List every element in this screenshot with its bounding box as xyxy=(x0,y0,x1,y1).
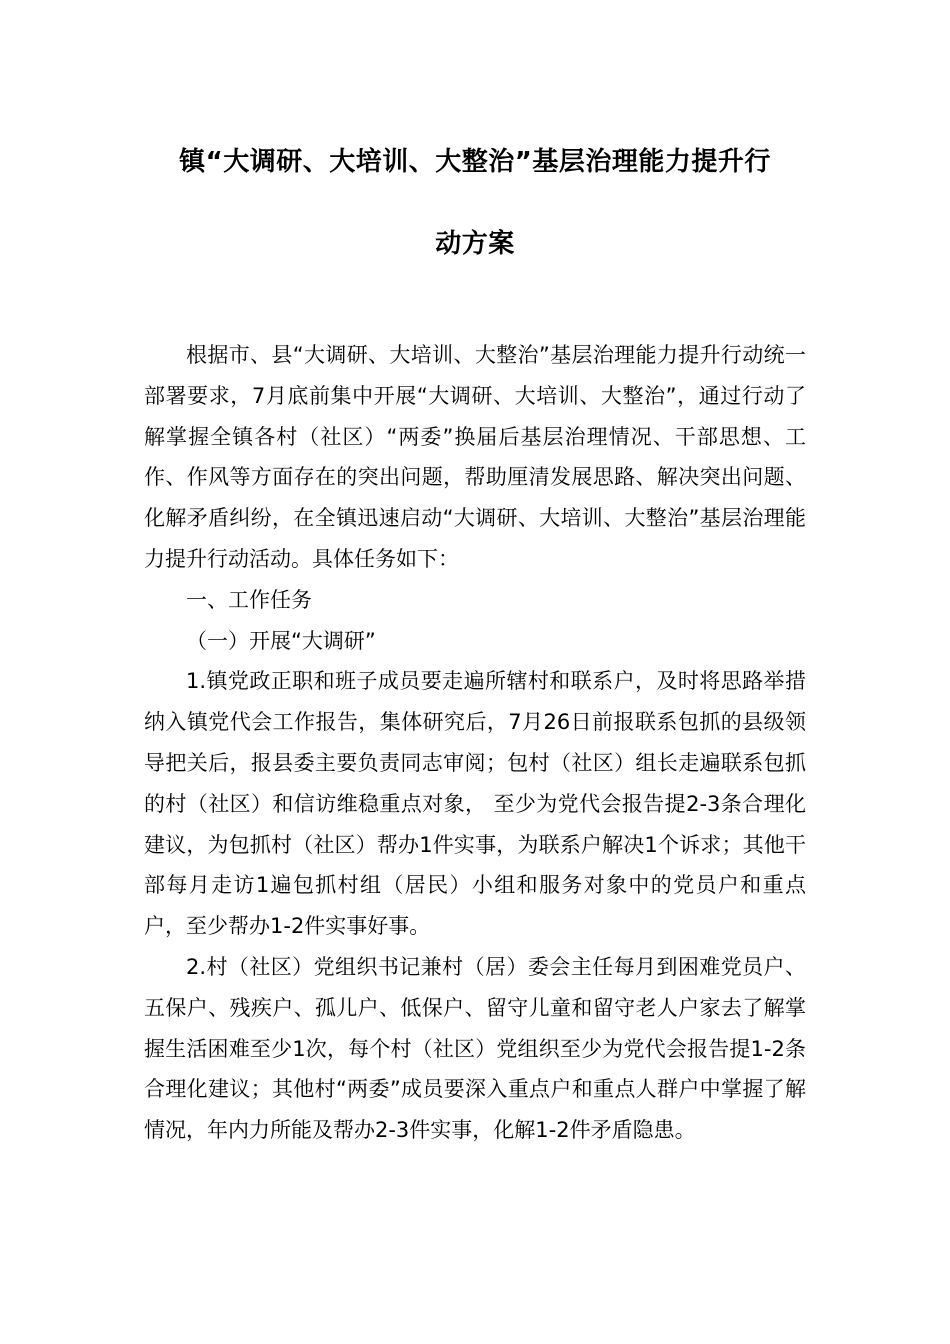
paragraph-item-1: 1.镇党政正职和班子成员要走遍所辖村和联系户，及时将思路举措纳入镇党代会工作报告，集体研究后，7月26日前报联系包抓的县级领导把关后，报县委主要负责同志审阅；包村（社区）组长走遍联系包抓的村（社区）和信访维稳重点对象， 至少为党代会报告提2-3条合理化建议，为包抓村（社区）帮办1件实事，为联系户解决1个诉求；其他干部每月走访1遍包抓村组（居民）小组和服务对象中的党员户和重点户，至少帮办1-2件实事好事。 xyxy=(144,669,806,939)
section-heading-work-tasks: 一、工作任务 xyxy=(186,587,312,612)
paragraph-intro: 根据市、县“大调研、大培训、大整治”基层治理能力提升行动统一部署要求，7月底前集中开展“大调研、大培训、大整治”，通过行动了解掌握全镇各村（社区）“两委”换届后基层治理情况、干部思想、工作、作风等方面存在的突出问题，帮助厘清发展思路、解决突出问题、化解矛盾纠纷，在全镇迅速启动“大调研、大培训、大整治”基层治理能力提升行动活动。具体任务如下： xyxy=(144,343,806,571)
document-title-line-1: 镇“大调研、大培训、大整治”基层治理能力提升行 xyxy=(179,147,771,177)
document-title-line-2: 动方案 xyxy=(435,229,515,259)
subsection-heading-research: （一）开展“大调研” xyxy=(186,628,376,653)
paragraph-item-2: 2.村（社区）党组织书记兼村（居）委会主任每月到困难党员户、五保户、残疾户、孤儿户、低保户、留守儿童和留守老人户家去了解掌握生活困难至少1次，每个村（社区）党组织至少为党代会报告提1-2条合理化建议；其他村“两委”成员要深入重点户和重点人群户中掌握了解情况，年内力所能及帮办2-3件实事，化解1-2件矛盾隐患。 xyxy=(144,954,806,1143)
document-body xyxy=(144,335,806,1151)
